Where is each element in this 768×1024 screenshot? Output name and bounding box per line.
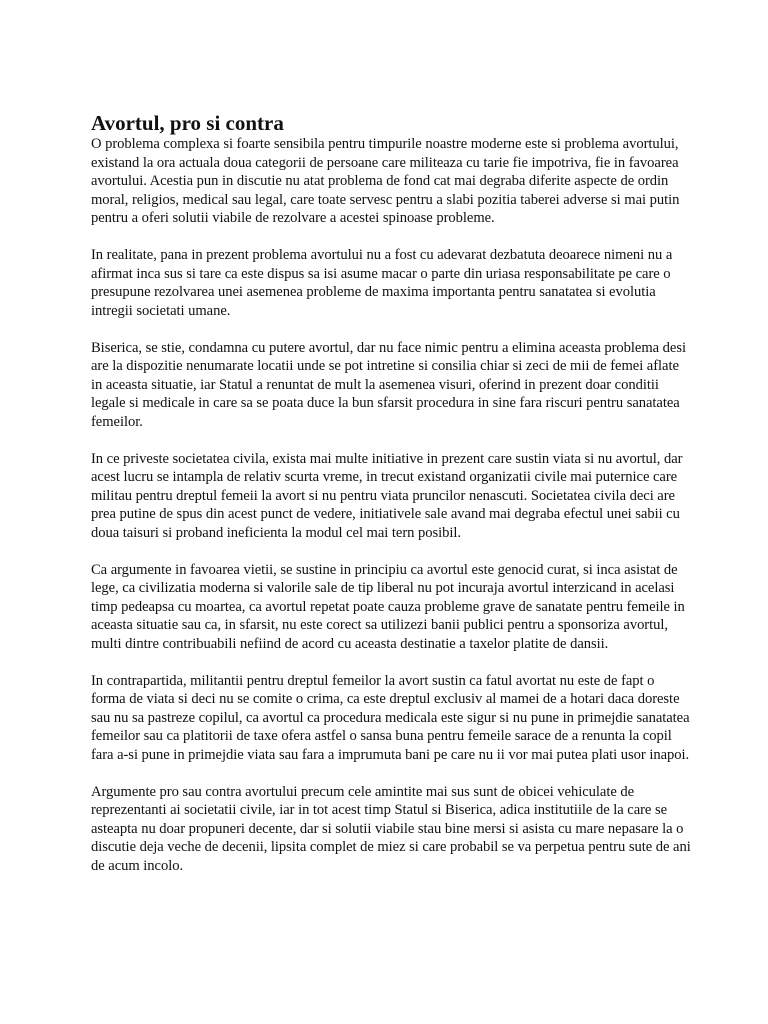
document-title: Avortul, pro si contra [91, 111, 284, 135]
paragraph-1: O problema complexa si foarte sensibila pentru timpurile noastre moderne este si problema avortului, existand la ora actuala doua categorii de persoane care militeaza cu tarie fie impotriva, fie in favoarea avortului. Acestia pun in discutie nu atat problema de fond cat mai degraba diferite aspecte de ordin moral, religios, medical sau legal, care toate servesc pentru a slabi pozitia taberei adverse si mai putin pentru a oferi solutii viabile de rezolvare a acestei spinoase probleme. [91, 136, 680, 226]
paragraph-7: Argumente pro sau contra avortului precum cele amintite mai sus sunt de obicei vehiculate de reprezentanti ai societatii civile, iar in tot acest timp Statul si Biserica, adica institutiile de la care se asteapta nu doar propuneri decente, dar si solutii viabile stau bine mersi si asista cu mare nepasare la o discutie deja veche de decenii, lipsita complet de miez si care probabil se va perpetua pentru sute de ani de acum incolo. [91, 783, 691, 874]
document-page [91, 111, 691, 894]
paragraph-2: In realitate, pana in prezent problema avortului nu a fost cu adevarat dezbatuta deoarece nimeni nu a afirmat inca sus si tare ca este dispus sa isi asume macar o parte din uriasa responsabilitate pe care o presupune rezolvarea unei asemenea probleme de maxima importanta pentru sanatatea si evolutia intregii societati umane. [91, 247, 673, 319]
paragraph-5: Ca argumente in favoarea vietii, se sustine in principiu ca avortul este genocid curat, si inca asistat de lege, ca civilizatia moderna si valorile sale de tip liberal nu pot incuraja avortul interzicand in acelasi timp pedeapsa cu moartea, ca avortul repetat poate cauza probleme grave de sanatate pentru femeile in aceasta situatie sau ca, in sfarsit, nu este corect sa utilizezi banii publici pentru a sponsoriza avortul, multi dintre contribuabili nefiind de acord cu aceasta destinatie a taxelor platite de dansii. [91, 561, 685, 652]
paragraph-4: In ce priveste societatea civila, exista mai multe initiative in prezent care sustin viata si nu avortul, dar acest lucru se intampla de relativ scurta vreme, in trecut existand organizatii civile mai puternice care militau pentru dreptul femeii la avort si nu pentru viata pruncilor nenascuti. Societatea civila deci are prea putine de spus din acest punct de vedere, initiativele sale avand mai degraba efectul unei sabii cu doua taisuri si proband ineficienta la modul cel mai tern posibil. [91, 450, 683, 541]
paragraph-3: Biserica, se stie, condamna cu putere avortul, dar nu face nimic pentru a elimina aceasta problema desi are la dispozitie nenumarate locatii unde se pot intretine si consilia chiar si zeci de mii de femei aflate in aceasta situatie, iar Statul a renuntat de mult la asemenea visuri, oferind in prezent doar conditii legale si medicale in care sa se poata duce la bun sfarsit procedura in sine fara riscuri pentru sanatatea femeilor. [91, 339, 686, 430]
paragraph-6: In contrapartida, militantii pentru dreptul femeilor la avort sustin ca fatul avortat nu este de fapt o forma de viata si deci nu se comite o crima, ca este dreptul exclusiv al mamei de a hotari daca doreste sau nu sa pastreze copilul, ca avortul ca procedura medicala este sigur si nu pune in primejdie sanatatea femeilor sau ca platitorii de taxe ofera astfel o sansa buna pentru femeile sarace de a renunta la copil fara a-si pune in primejdie viata sau fara a imprumuta bani pe care nu ii vor mai putea plati usor inapoi. [91, 672, 690, 763]
